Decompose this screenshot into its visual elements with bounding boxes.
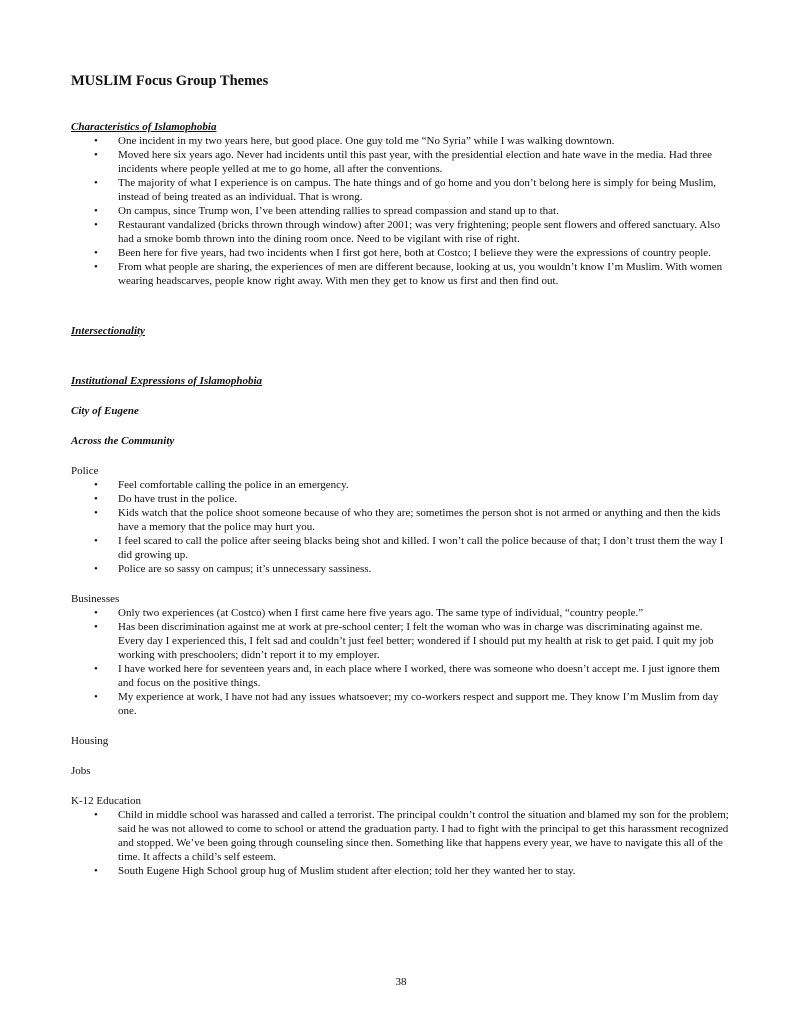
list-item: • Only two experiences (at Costco) when I first came here five years ago. The same type of individual, “country people.”: [71, 606, 731, 620]
characteristics-list: [71, 134, 731, 288]
list-item: • Police are so sassy on campus; it’s unnecessary sassiness.: [71, 562, 731, 576]
list-item: • Has been discrimination against me at work at pre-school center; I felt the woman who was in charge was discriminating against me. Every day I experienced this, I felt sad and couldn’t just feel better; wondered if I should put my health at risk to get paid. I quit my job working with preschoolers; didn’t report it to my employer.: [71, 620, 731, 662]
heading-intersectionality: Intersectionality: [71, 325, 145, 337]
heading-characteristics: Characteristics of Islamophobia: [71, 121, 217, 133]
list-item: • South Eugene High School group hug of Muslim student after election; told her they wanted her to stay.: [71, 864, 731, 878]
list-item: • Been here for five years, had two incidents when I first got here, both at Costco; I believe they were the expressions of country people.: [71, 246, 731, 260]
list-item: • My experience at work, I have not had any issues whatsoever; my co-workers respect and support me. They know I’m Muslim from day one.: [71, 690, 731, 718]
police-list: [71, 478, 731, 576]
label-housing: Housing: [71, 735, 109, 747]
list-item: • From what people are sharing, the experiences of men are different because, looking at us, you wouldn’t know I’m Muslim. With women wearing headscarves, people know right away. With men they get to know us first and then find out.: [71, 260, 731, 288]
list-item: • On campus, since Trump won, I’ve been attending rallies to spread compassion and stand up to that.: [71, 204, 731, 218]
list-item: • One incident in my two years here, but good place. One guy told me “No Syria” while I was walking downtown.: [71, 134, 731, 148]
businesses-list: [71, 606, 731, 718]
list-item: • Kids watch that the police shoot someone because of who they are; sometimes the person shot is not armed or anything and then the kids have a memory that the police may hurt you.: [71, 506, 731, 534]
list-item: • I have worked here for seventeen years and, in each place where I worked, there was someone who doesn’t accept me. I just ignore them and focus on the positive things.: [71, 662, 731, 690]
label-jobs: Jobs: [71, 765, 91, 777]
list-item: • Child in middle school was harassed and called a terrorist. The principal couldn’t control the situation and blamed my son for the problem; said he was not allowed to come to school or attend the graduation party. I had to fight with the principal to get this harassment recognized and stopped. We’ve been going through counseling since then. Something like that happens every year, we have to navigate this all of the time. It affects a child’s self esteem.: [71, 808, 731, 864]
label-police: Police: [71, 465, 99, 477]
page-number: 38: [395, 976, 407, 988]
list-item: • Do have trust in the police.: [71, 492, 731, 506]
list-item: • Restaurant vandalized (bricks thrown through window) after 2001; was very frightening; people sent flowers and offered sanctuary. Also had a smoke bomb thrown into the dining room once. Need to be vigilant with rise of right.: [71, 218, 731, 246]
list-item: • The majority of what I experience is on campus. The hate things and of go home and you don’t belong here is simply for being Muslim, instead of being treated as an individual. That is wrong.: [71, 176, 731, 204]
document-body: [71, 120, 731, 878]
heading-institutional: Institutional Expressions of Islamophobia: [71, 375, 263, 387]
list-item: • I feel scared to call the police after seeing blacks being shot and killed. I won’t call the police because of that; I don’t trust them the way I did growing up.: [71, 534, 731, 562]
list-item: • Moved here six years ago. Never had incidents until this past year, with the presidential election and hate wave in the media. Had three incidents where people yelled at me to go home, all after the conventions.: [71, 148, 731, 176]
label-businesses: Businesses: [71, 593, 120, 605]
k12-list: [71, 808, 731, 878]
heading-city-of-eugene: City of Eugene: [71, 405, 139, 417]
list-item: • Feel comfortable calling the police in an emergency.: [71, 478, 731, 492]
label-k12-education: K-12 Education: [71, 795, 141, 807]
page-title: MUSLIM Focus Group Themes: [71, 73, 269, 89]
heading-across-community: Across the Community: [71, 435, 175, 447]
